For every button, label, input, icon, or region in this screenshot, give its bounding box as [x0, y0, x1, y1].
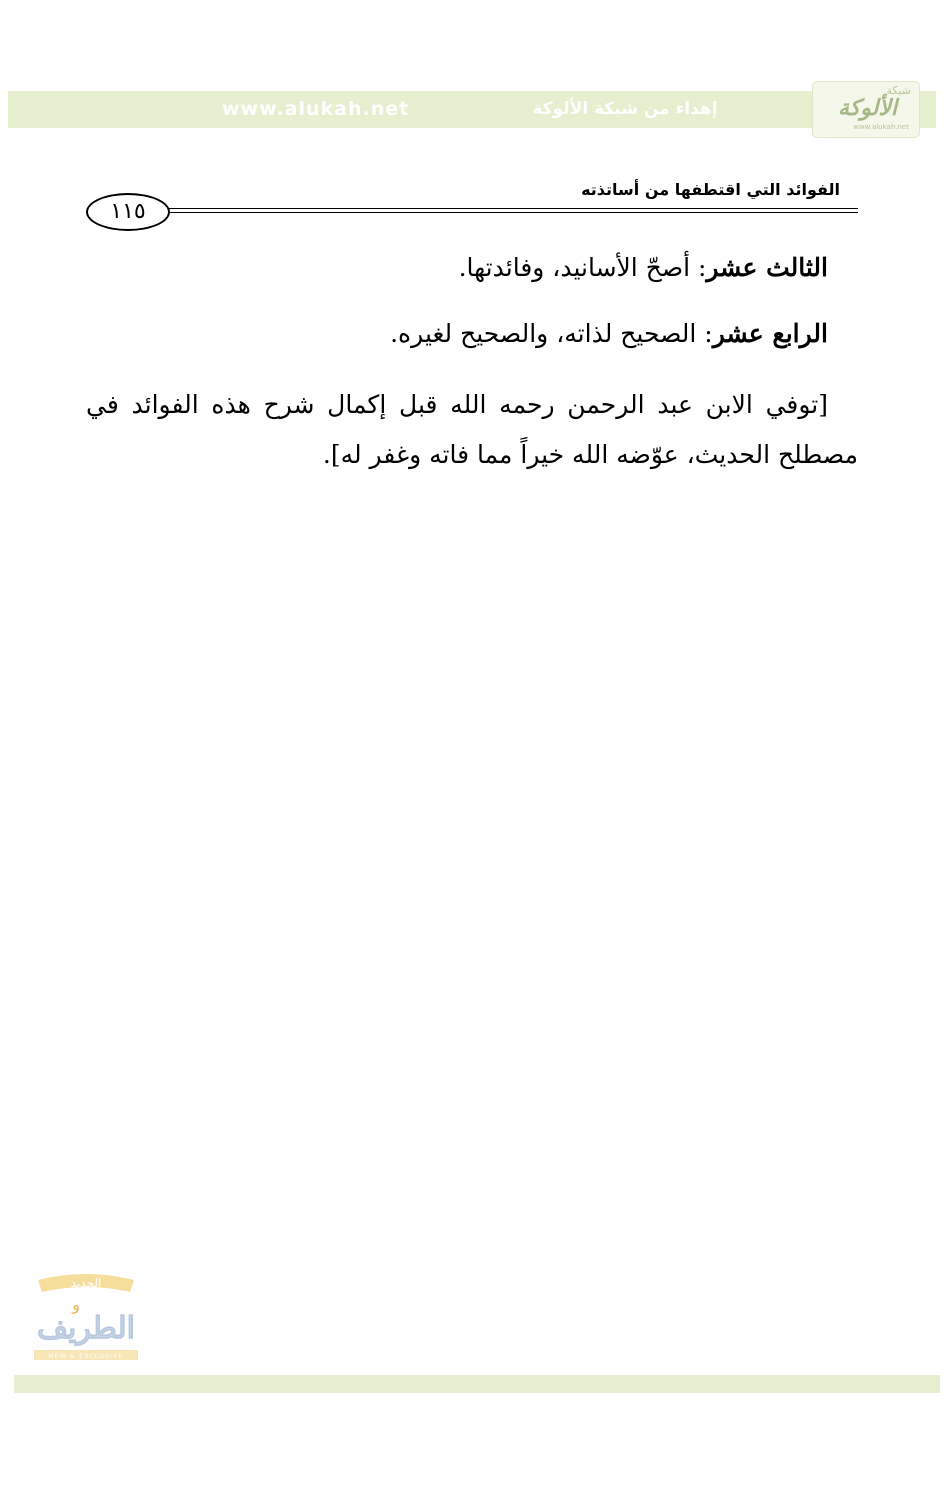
banner-url: www.alukah.net — [222, 98, 410, 120]
bottom-banner-band — [14, 1375, 940, 1393]
alukah-logo — [812, 81, 920, 138]
top-banner-band — [8, 91, 936, 128]
line-14-label: الرابع عشر — [712, 319, 828, 348]
logo-main-text: الألوكة — [838, 96, 897, 121]
stamp-top-word: الجديد — [70, 1276, 102, 1290]
logo-url-text: www.alukah.net — [853, 123, 909, 131]
closing-paragraph: [توفي الابن عبد الرحمن رحمه الله قبل إكمال شرح هذه الفوائد في مصطلح الحديث، عوّضه الله خيراً مما فاته وغفر له]. — [86, 390, 858, 469]
body-line-13 — [459, 250, 828, 286]
line-13-text: : أصحّ الأسانيد، وفائدتها. — [458, 253, 707, 282]
stamp-conj: و — [72, 1295, 80, 1314]
banner-slogan: إهداء من شبكة الألوكة — [532, 99, 718, 119]
header-rule — [168, 208, 858, 213]
line-14-text: : الصحيح لذاته، والصحيح لغيره. — [390, 319, 713, 348]
page-number: ١١٥ — [86, 193, 170, 231]
logo-small-text: شبكة — [886, 84, 911, 97]
new-exclusive-stamp — [30, 1254, 142, 1362]
stamp-main-word: الطريف — [36, 1311, 136, 1346]
line-13-label: الثالث عشر — [706, 253, 828, 282]
stamp-caption: NEW & EXCLUSIVE — [48, 1352, 124, 1360]
body-line-14 — [390, 316, 828, 352]
running-title: الفوائد التي اقتطفها من أساتذته — [581, 180, 840, 199]
